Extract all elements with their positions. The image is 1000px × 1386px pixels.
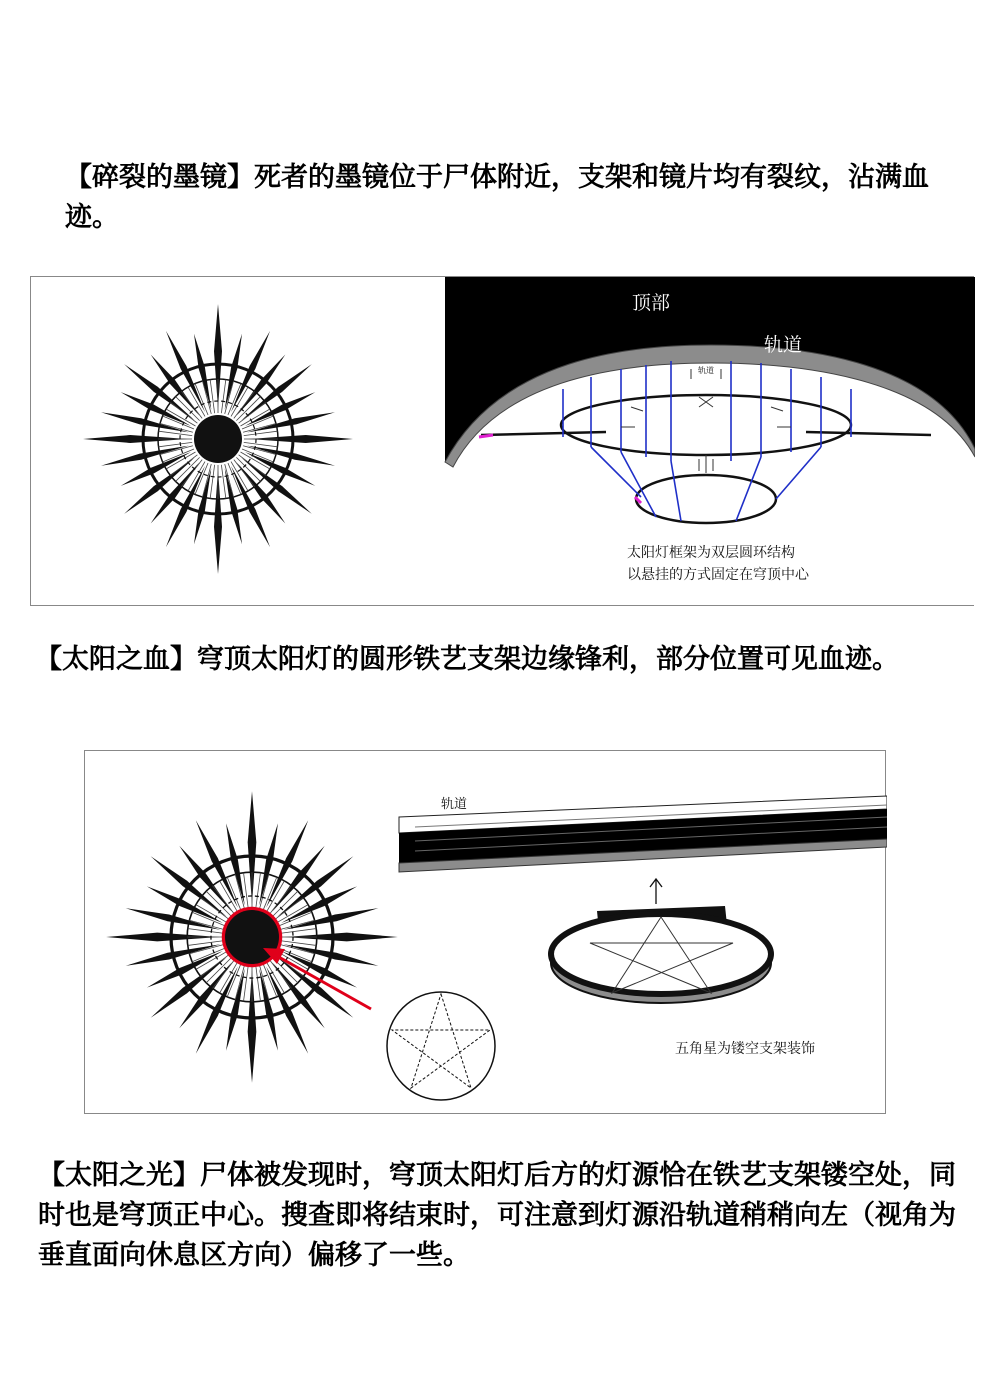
- pentagram-caption: 五角星为镂空支架装饰: [675, 1041, 815, 1057]
- caption-line-1: 太阳灯框架为双层圆环结构: [627, 545, 795, 561]
- lamp-disc: [551, 906, 771, 1003]
- blood-of-sun-text: 【太阳之血】穹顶太阳灯的圆形铁艺支架边缘锋利，部分位置可见血迹。: [35, 644, 899, 675]
- track-label-2: 轨道: [441, 797, 468, 812]
- pentagram-icon: [387, 992, 495, 1100]
- track-rail: [399, 796, 887, 872]
- caption-line-2: 以悬挂的方式固定在穹顶中心: [627, 567, 809, 583]
- light-of-sun-text: 【太阳之光】尸体被发现时，穹顶太阳灯后方的灯源恰在铁艺支架镂空处，同时也是穹顶正中心。搜查即将结束时，可注意到灯源沿轨道稍稍向左（视角为垂直面向休息区方向）偏移了一些。: [38, 1160, 956, 1271]
- sun-lamp-bloody-icon: [106, 791, 398, 1083]
- track-label: 轨道: [764, 334, 803, 356]
- sun-lamp-figure-2: [84, 750, 886, 1114]
- dome-diagram: [445, 277, 975, 583]
- track-small-label: 轨道: [698, 366, 714, 375]
- shattered-sunglasses-text: 【碎裂的墨镜】死者的墨镜位于尸体附近，支架和镜片均有裂纹，沾满血迹。: [65, 162, 929, 233]
- red-arrow-icon: [263, 948, 371, 1009]
- sun-lamp-figure-1: [30, 276, 974, 606]
- dome-top-label: 顶部: [632, 292, 671, 314]
- sun-lamp-icon: [83, 304, 353, 574]
